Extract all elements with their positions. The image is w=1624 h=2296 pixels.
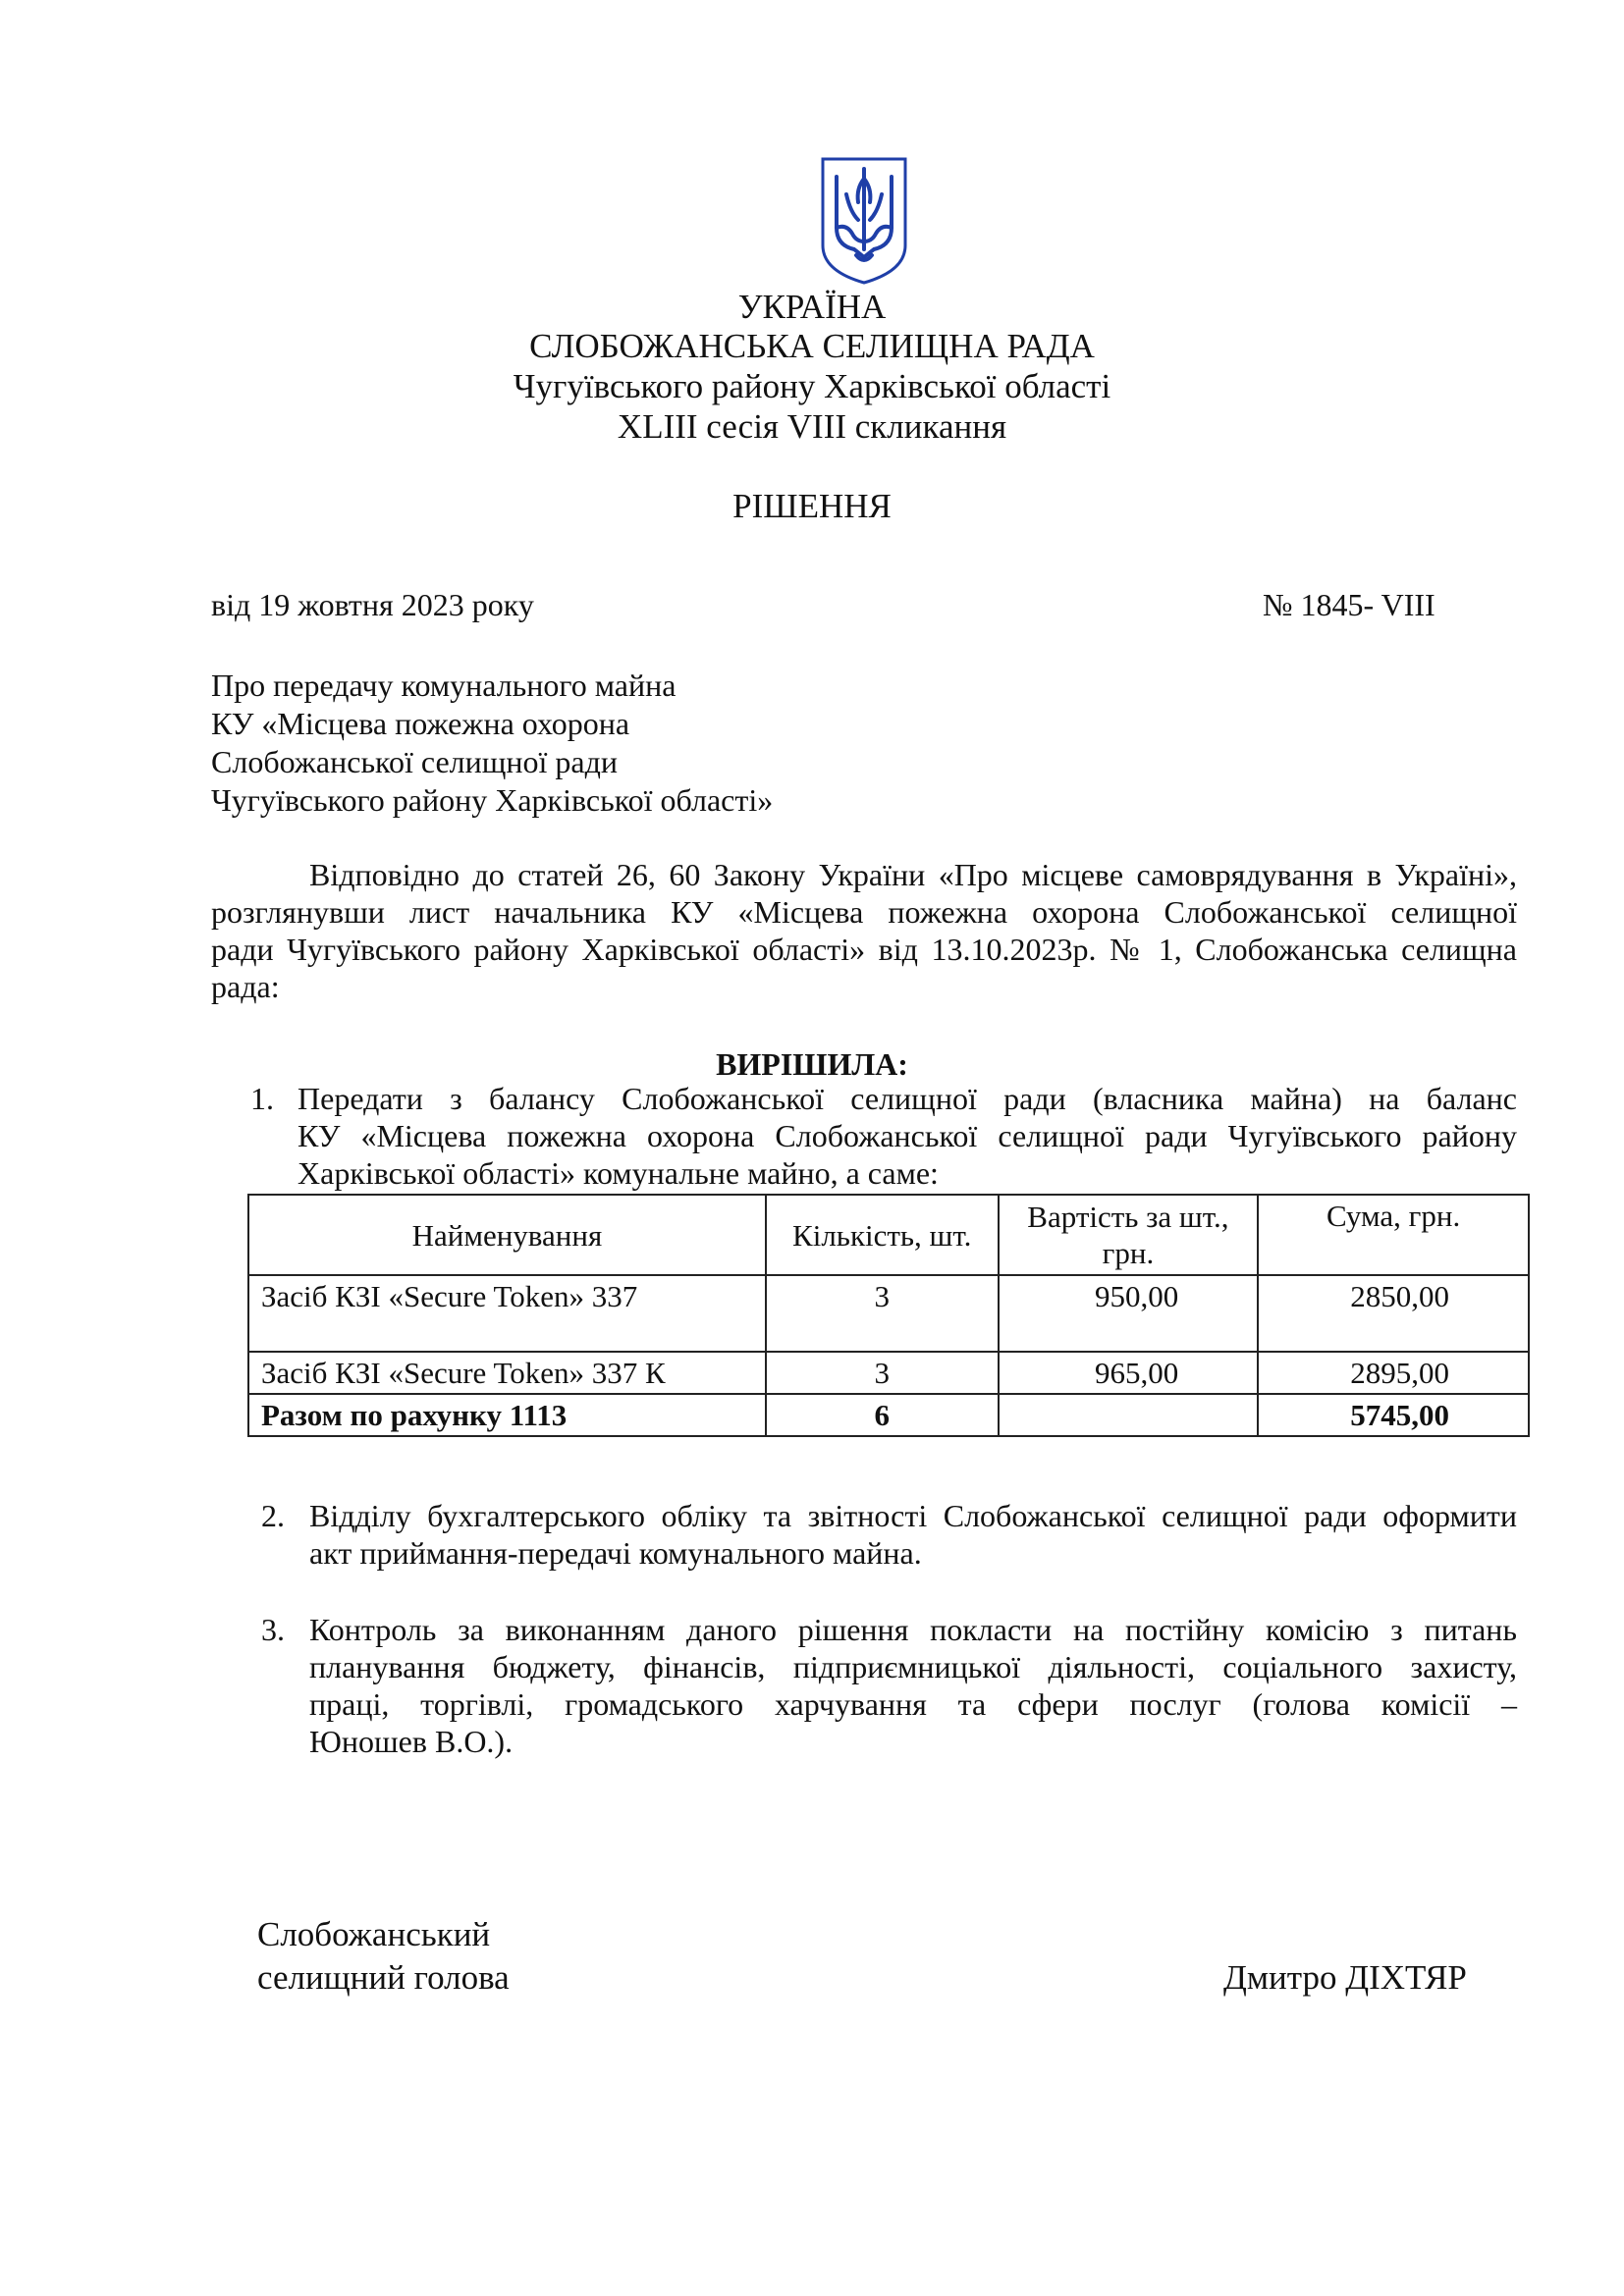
item2-line: акт приймання-передачі комунального майна. (309, 1535, 922, 1571)
column-header-name: Найменування (248, 1195, 766, 1275)
item3-line: праці, торгівлі, громадського харчування та сфери послуг (голова комісії – (309, 1686, 1517, 1722)
cell-name: Засіб КЗІ «Secure Token» 337 К (248, 1352, 766, 1394)
item1-number: 1. (250, 1081, 274, 1116)
item2-text (309, 1497, 1517, 1572)
item3-line: Контроль за виконанням даного рішення покласти на постійну комісію з питань (309, 1612, 1517, 1647)
item2-number: 2. (261, 1498, 285, 1533)
header-region: Чугуївського району Харківської області (513, 367, 1111, 405)
subject-line: Чугуївського району Харківської області» (211, 782, 774, 818)
preamble-line: Відповідно до статей 26, 60 Закону України «Про місцеве самоврядування в Україні», (309, 857, 1517, 892)
item3-text (309, 1611, 1517, 1760)
decision-date: від 19 жовтня 2023 року (211, 587, 534, 622)
document-type: РІШЕННЯ (732, 487, 892, 525)
item2-line: Відділу бухгалтерського обліку та звітності Слобожанської селищної ради оформити (309, 1498, 1517, 1533)
cell-unit-price: 950,00 (999, 1275, 1259, 1352)
cell-sum: 2850,00 (1258, 1275, 1529, 1352)
total-label: Разом по рахунку 1113 (248, 1394, 766, 1436)
coat-of-arms-icon (817, 155, 911, 287)
header-session: XLIII сесія VIII скликання (617, 407, 1007, 446)
table-header-row (248, 1195, 1529, 1275)
column-header-unit-price: Вартість за шт., грн. (999, 1195, 1259, 1275)
item3-line: Юношев В.О.). (309, 1724, 514, 1759)
decision-number: № 1845- VIII (1263, 587, 1435, 622)
total-sum: 5745,00 (1258, 1394, 1529, 1436)
subject-line: КУ «Місцева пожежна охорона (211, 706, 630, 741)
cell-unit-price: 965,00 (999, 1352, 1259, 1394)
signatory-title-line2: селищний голова (257, 1958, 510, 1997)
item1-line: Харківської області» комунальне майно, а саме: (298, 1155, 939, 1191)
item1-line: Передати з балансу Слобожанської селищної ради (власника майна) на баланс (298, 1081, 1517, 1116)
cell-name: Засіб КЗІ «Secure Token» 337 (248, 1275, 766, 1352)
total-unit-price (999, 1394, 1259, 1436)
preamble-paragraph (211, 856, 1517, 1005)
header-council: СЛОБОЖАНСЬКА СЕЛИЩНА РАДА (529, 327, 1095, 365)
resolved-heading: ВИРІШИЛА: (716, 1046, 908, 1082)
cell-quantity: 3 (766, 1275, 999, 1352)
subject-line: Про передачу комунального майна (211, 667, 677, 703)
total-quantity: 6 (766, 1394, 999, 1436)
subject-line: Слобожанської селищної ради (211, 744, 618, 779)
table-row (248, 1352, 1529, 1394)
signatory-title-line1: Слобожанський (257, 1915, 491, 1953)
item3-number: 3. (261, 1612, 285, 1647)
preamble-line: рада: (211, 969, 280, 1004)
signatory-name: Дмитро ДІХТЯР (1223, 1958, 1467, 1997)
cell-quantity: 3 (766, 1352, 999, 1394)
item1-line: КУ «Місцева пожежна охорона Слобожанської селищної ради Чугуївського району (298, 1118, 1517, 1153)
cell-sum: 2895,00 (1258, 1352, 1529, 1394)
column-header-sum: Сума, грн. (1258, 1195, 1529, 1275)
property-table (247, 1194, 1530, 1437)
table-row (248, 1275, 1529, 1352)
header-country: УКРАЇНА (737, 288, 887, 326)
preamble-line: розглянувши лист начальника КУ «Місцева пожежна охорона Слобожанської селищної (211, 894, 1517, 930)
item3-line: планування бюджету, фінансів, підприємницької діяльності, соціального захисту, (309, 1649, 1517, 1684)
table-total-row (248, 1394, 1529, 1436)
preamble-line: ради Чугуївського району Харківської області» від 13.10.2023р. № 1, Слобожанська селищна (211, 932, 1517, 967)
column-header-quantity: Кількість, шт. (766, 1195, 999, 1275)
item1-text (298, 1080, 1517, 1192)
